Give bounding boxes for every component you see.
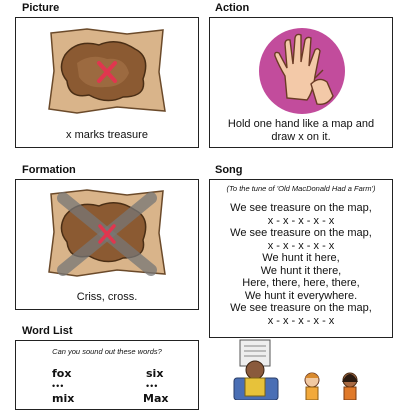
song-line: x - x - x - x - x bbox=[267, 214, 335, 227]
hand-gesture-icon bbox=[257, 26, 347, 116]
action-heading: Action bbox=[215, 2, 250, 14]
children-illustration bbox=[222, 338, 372, 400]
song-line: We see treasure on the map, bbox=[230, 202, 372, 214]
song-line: x - x - x - x - x bbox=[267, 239, 335, 252]
action-caption: Hold one hand like a map and draw x on it. bbox=[227, 118, 375, 143]
crossed-map-image bbox=[47, 188, 167, 280]
song-line: We hunt it there, bbox=[260, 264, 342, 277]
song-lyrics bbox=[210, 202, 392, 327]
word-list-heading: Word List bbox=[22, 325, 73, 337]
word-list-prompt: Can you sound out these words? bbox=[52, 347, 162, 356]
sound-dots: ••• bbox=[146, 381, 159, 391]
song-line: We see treasure on the map, bbox=[230, 302, 372, 314]
song-line: We see treasure on the map, bbox=[230, 227, 372, 239]
word-max: Max bbox=[143, 392, 169, 405]
word-fox: fox bbox=[52, 367, 72, 380]
song-line: x - x - x - x - x bbox=[267, 314, 335, 327]
picture-heading: Picture bbox=[22, 2, 60, 14]
formation-panel bbox=[15, 179, 199, 310]
picture-caption: x marks treasure bbox=[66, 129, 148, 141]
word-six: six bbox=[146, 367, 164, 380]
sound-dots: ••• bbox=[52, 381, 65, 391]
formation-caption: Criss, cross. bbox=[76, 291, 138, 303]
formation-heading: Formation bbox=[22, 164, 76, 176]
song-panel bbox=[209, 179, 393, 338]
picture-panel bbox=[15, 17, 199, 148]
song-heading: Song bbox=[215, 164, 243, 176]
song-line: We hunt it here, bbox=[262, 252, 340, 264]
word-mix: mix bbox=[52, 392, 75, 405]
treasure-map-image bbox=[47, 27, 167, 117]
song-line: We hunt it everywhere. bbox=[244, 289, 358, 302]
action-panel bbox=[209, 17, 393, 148]
song-subtitle: (To the tune of 'Old MacDonald Had a Farm') bbox=[226, 184, 376, 193]
song-line: Here, there, here, there, bbox=[242, 277, 360, 289]
